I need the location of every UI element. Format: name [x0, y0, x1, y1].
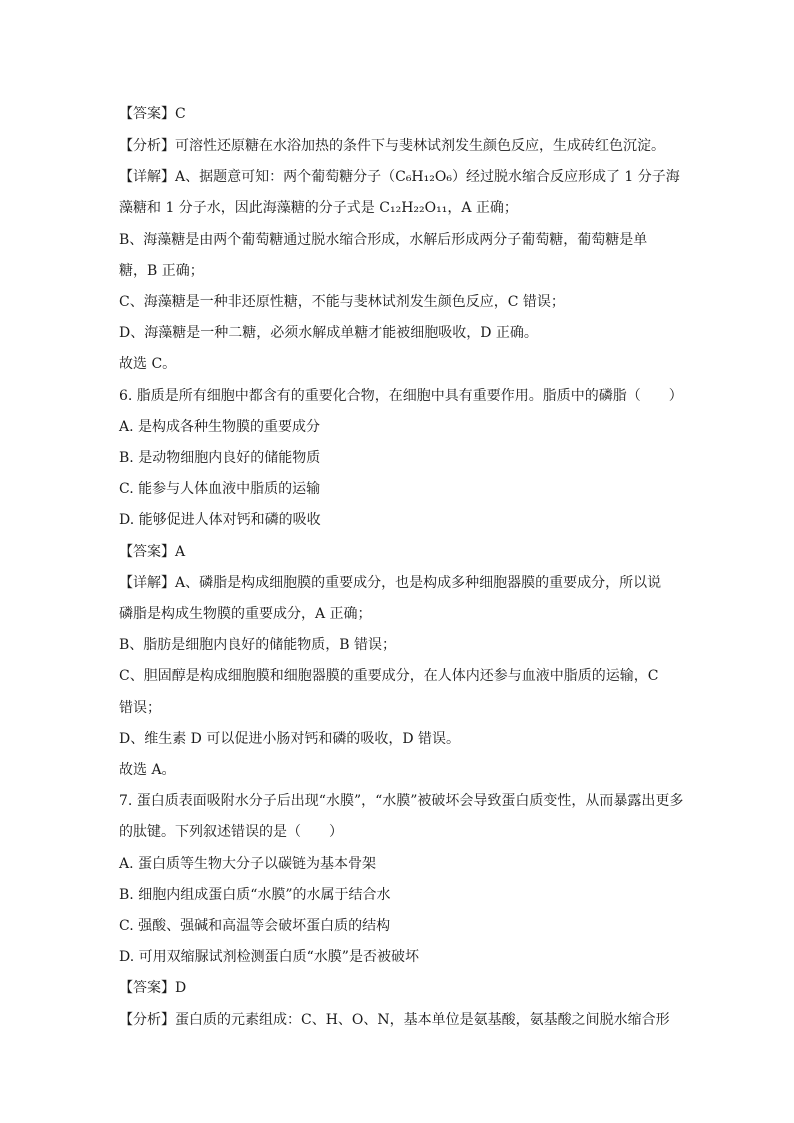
question-7-option-c: C. 强酸、强碱和高温等会破坏蛋白质的结构	[119, 918, 391, 934]
question-6-option-a: A. 是构成各种生物膜的重要成分	[119, 419, 321, 435]
detail-q5-line5: C、海藻糖是一种非还原性糖，不能与斐林试剂发生颜色反应，C 错误；	[119, 294, 565, 310]
detail-q5-line2: 藻糖和 1 分子水，因此海藻糖的分子式是 C₁₂H₂₂O₁₁，A 正确；	[119, 200, 518, 216]
answer-label-q5: 【答案】C	[119, 106, 186, 122]
analysis-q5: 【分析】可溶性还原糖在水浴加热的条件下与斐林试剂发生颜色反应，生成砖红色沉淀。	[119, 138, 665, 154]
answer-label-q7: 【答案】D	[119, 980, 187, 996]
detail-q6-line5: 错误；	[119, 700, 161, 716]
answer-label-q6: 【答案】A	[119, 544, 186, 560]
detail-q5-line1: 【详解】A、据题意可知：两个葡萄糖分子（C₆H₁₂O₆）经过脱水缩合反应形成了 1 分子海	[119, 169, 680, 185]
question-6-stem: 6. 脂质是所有细胞中都含有的重要化合物，在细胞中具有重要作用。脂质中的磷脂（ ）	[119, 388, 683, 404]
question-7-stem-line2: 的肽键。下列叙述错误的是（ ）	[119, 824, 343, 840]
question-6-option-c: C. 能参与人体血液中脂质的运输	[119, 481, 321, 497]
detail-q6-line2: 磷脂是构成生物膜的重要成分，A 正确；	[119, 606, 372, 622]
question-6-option-d: D. 能够促进人体对钙和磷的吸收	[119, 512, 321, 528]
conclusion-q6: 故选 A。	[119, 762, 176, 778]
conclusion-q5: 故选 C。	[119, 356, 177, 372]
question-6-option-b: B. 是动物细胞内良好的储能物质	[119, 450, 321, 466]
detail-q5-line4: 糖，B 正确；	[119, 263, 204, 279]
detail-q6-line3: B、脂肪是细胞内良好的储能物质，B 错误；	[119, 637, 397, 653]
question-7-option-d: D. 可用双缩脲试剂检测蛋白质“水膜”是否被破坏	[119, 949, 419, 965]
question-7-option-b: B. 细胞内组成蛋白质“水膜”的水属于结合水	[119, 887, 391, 903]
detail-q6-line4: C、胆固醇是构成细胞膜和细胞器膜的重要成分，在人体内还参与血液中脂质的运输，C	[119, 668, 659, 684]
detail-q6-line1: 【详解】A、磷脂是构成细胞膜的重要成分，也是构成多种细胞器膜的重要成分，所以说	[119, 575, 662, 591]
analysis-q7: 【分析】蛋白质的元素组成：C、H、O、N，基本单位是氨基酸，氨基酸之间脱水缩合形	[119, 1012, 670, 1028]
detail-q5-line3: B、海藻糖是由两个葡萄糖通过脱水缩合形成，水解后形成两分子葡萄糖，葡萄糖是单	[119, 232, 648, 248]
question-7-stem-line1: 7. 蛋白质表面吸附水分子后出现“水膜”，“水膜”被破坏会导致蛋白质变性，从而暴露出更多	[119, 793, 684, 809]
detail-q5-line6: D、海藻糖是一种二糖，必须水解成单糖才能被细胞吸收，D 正确。	[119, 325, 538, 341]
question-7-option-a: A. 蛋白质等生物大分子以碳链为基本骨架	[119, 856, 377, 872]
detail-q6-line6: D、维生素 D 可以促进小肠对钙和磷的吸收，D 错误。	[119, 731, 461, 747]
